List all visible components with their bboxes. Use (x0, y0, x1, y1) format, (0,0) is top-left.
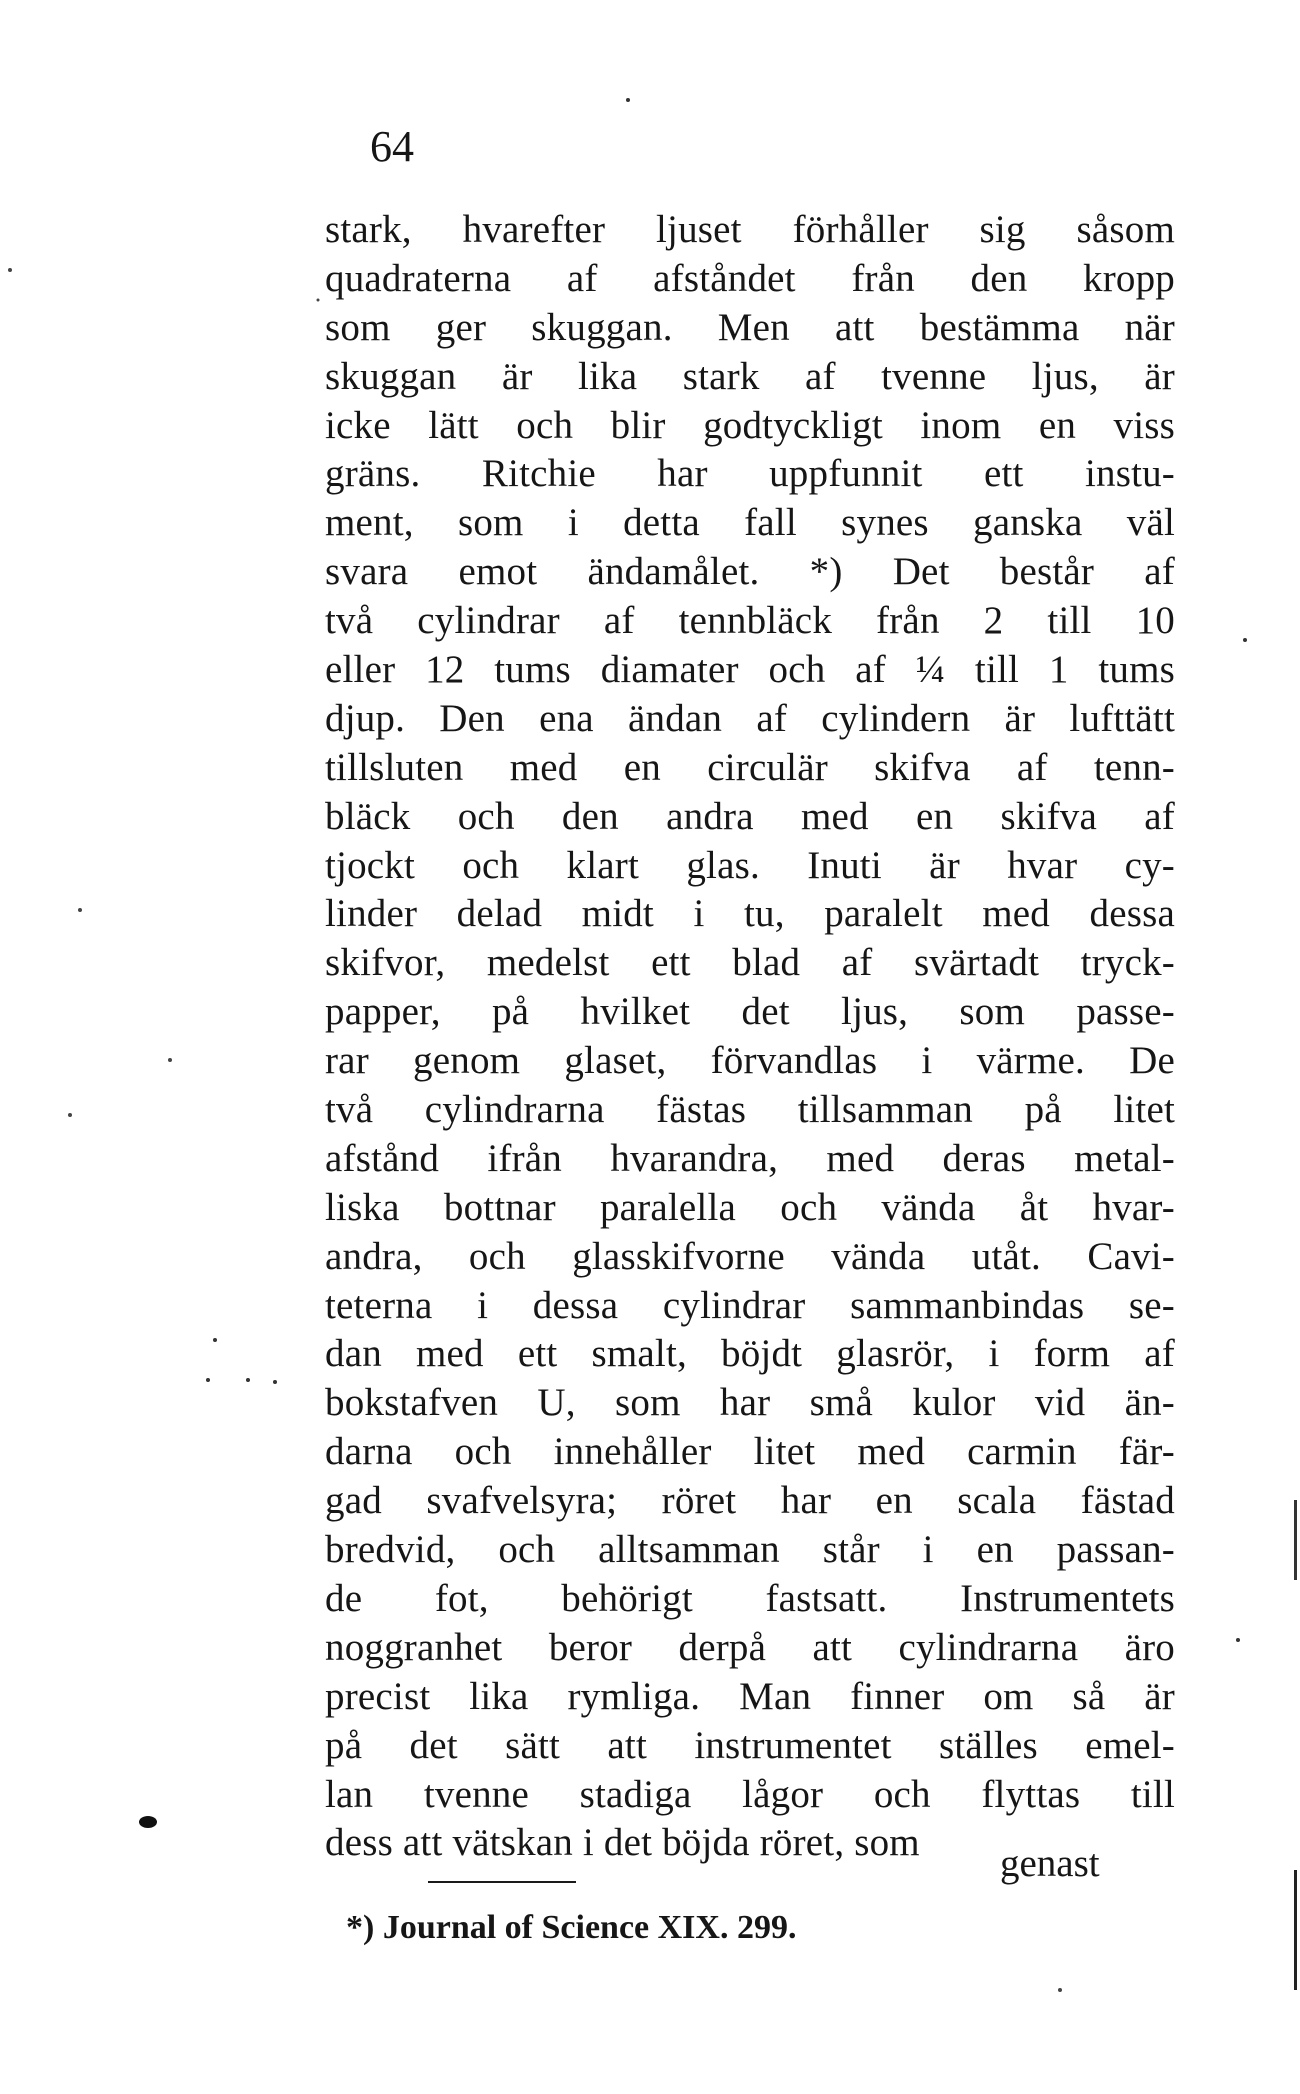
text-line: tillsluten med en circulär skifva af tenn- (325, 745, 1175, 789)
text-line: teterna i dessa cylindrar sammanbindas se- (325, 1283, 1175, 1327)
text-line: bredvid, och alltsamman står i en passan- (325, 1528, 1175, 1572)
speck (246, 1378, 250, 1382)
text-line: bokstafven U, som har små kulor vid än- (325, 1381, 1175, 1425)
ink-blot (139, 1816, 157, 1828)
text-line: två cylindrar af tennbläck från 2 till 10 (325, 599, 1175, 643)
text-line: gad svafvelsyra; röret har en scala fästad (325, 1479, 1175, 1523)
text-line: papper, på hvilket det ljus, som passe- (325, 990, 1175, 1034)
speck (68, 1113, 72, 1117)
speck (1236, 1638, 1240, 1642)
text-line: skuggan är lika stark af tvenne ljus, är (325, 354, 1175, 398)
text-line: liska bottnar paralella och vända åt hvar- (325, 1185, 1175, 1229)
text-line: eller 12 tums diamater och af ¼ till 1 tums (325, 648, 1175, 692)
margin-line (1294, 1500, 1297, 1580)
text-line: dan med ett smalt, böjdt glasrör, i form af (325, 1332, 1175, 1376)
speck (273, 1380, 277, 1384)
catchword: genast (1000, 1842, 1100, 1885)
text-line: darna och innehåller litet med carmin fär- (325, 1430, 1175, 1474)
text-line: på det sätt att instrumentet ställes emel- (325, 1723, 1175, 1767)
text-line: linder delad midt i tu, paralelt med dessa (325, 892, 1175, 936)
page-number: 64 (370, 122, 414, 171)
text-line: som ger skuggan. Men att bestämma när (325, 305, 1175, 349)
text-line: tjockt och klart glas. Inuti är hvar cy- (325, 843, 1175, 887)
text-line: dess att vätskan i det böjda röret, som (325, 1821, 920, 1865)
speck (626, 98, 630, 102)
speck (1058, 1988, 1062, 1992)
text-line: gräns. Ritchie har uppfunnit ett instu- (325, 452, 1175, 496)
speck (1243, 638, 1247, 642)
text-line: de fot, behörigt fastsatt. Instrumentets (325, 1576, 1175, 1620)
text-line: andra, och glasskifvorne vända utåt. Cavi- (325, 1234, 1175, 1278)
text-line: rar genom glaset, förvandlas i värme. De (325, 1039, 1175, 1083)
speck (168, 1058, 172, 1062)
text-line: bläck och den andra med en skifva af (325, 794, 1175, 838)
text-line: quadraterna af afståndet från den kropp (325, 256, 1175, 300)
text-line: stark, hvarefter ljuset förhåller sig såsom (325, 208, 1175, 251)
text-line: djup. Den ena ändan af cylindern är lufttätt (325, 696, 1175, 740)
text-line: precist lika rymliga. Man finner om så är (325, 1674, 1175, 1718)
footnote: *) Journal of Science XIX. 299. (346, 1909, 797, 1946)
text-line: noggranhet beror derpå att cylindrarna äro (325, 1625, 1175, 1669)
text-line: skifvor, medelst ett blad af svärtadt tryck- (325, 941, 1175, 985)
text-line: lan tvenne stadiga lågor och flyttas till (325, 1772, 1175, 1816)
text-line: icke lätt och blir godtyckligt inom en viss (325, 403, 1175, 447)
text-line: två cylindrarna fästas tillsamman på litet (325, 1088, 1175, 1132)
footnote-divider (428, 1881, 576, 1883)
speck (78, 908, 82, 912)
text-line: svara emot ändamålet. *) Det består af (325, 550, 1175, 594)
speck (213, 1338, 217, 1342)
body-text (325, 206, 1175, 1868)
speck (8, 268, 12, 272)
text-line: afstånd ifrån hvarandra, med deras metal- (325, 1136, 1175, 1180)
speck (317, 299, 320, 302)
speck (206, 1378, 210, 1382)
text-line: ment, som i detta fall synes ganska väl (325, 501, 1175, 545)
margin-line (1294, 1870, 1297, 1990)
